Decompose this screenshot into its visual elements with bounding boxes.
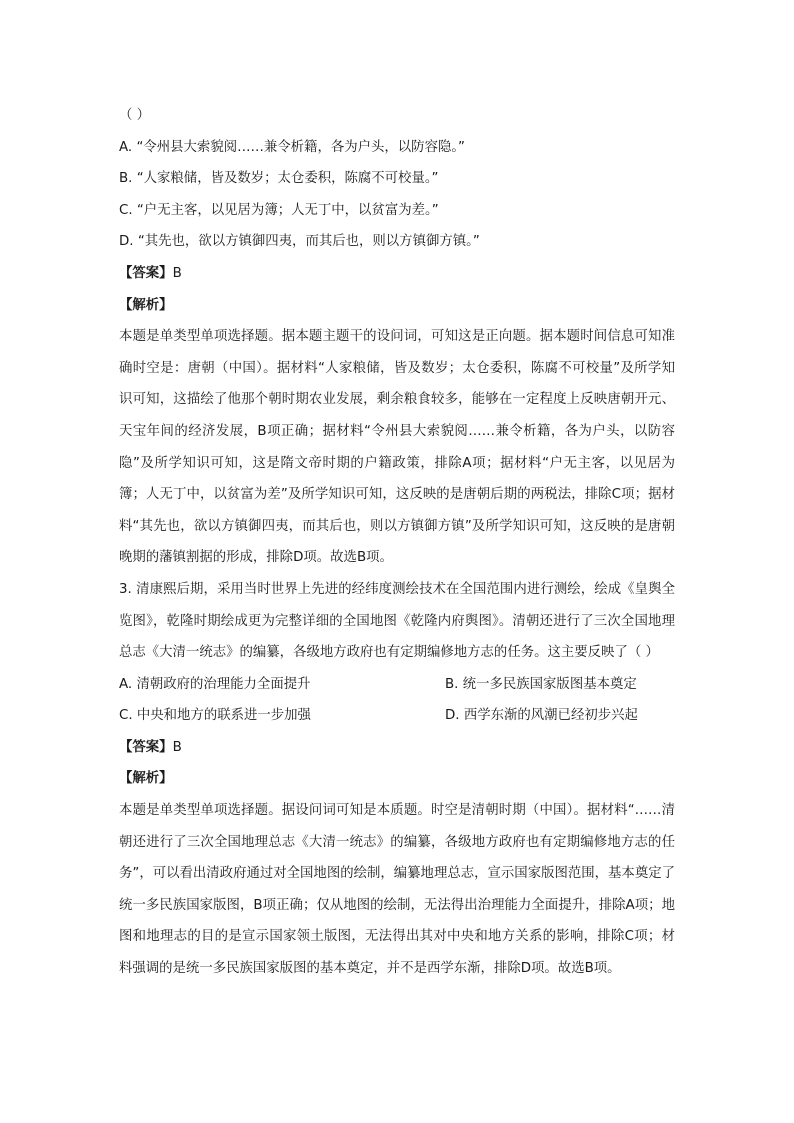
q2-analysis-text: 本题是单类型单项选择题。据本题主题干的设问词，可知这是正向题。据本题时间信息可知准确时空是：唐朝（中国）。据材料“人家粮储，皆及数岁；太仓委积，陈腐不可校量”及所学知识可知，这描绘了他那个朝时期农业发展，剩余粮食较多，能够在一定程度上反映唐朝开元、天宝年间的经济发展，B项正确；据材料“令州县大索貌阅……兼令析籍，各为户头，以防容隐”及所学知识可知，这是隋文帝时期的户籍政策，排除A项；据材料“户无主客，以见居为簿；人无丁中，以贫富为差”及所学知识可知，这反映的是唐朝后期的两税法，排除C项；据材料“其先也，欲以方镇御四夷，而其后也，则以方镇御方镇”及所学知识可知，这反映的是唐朝晚期的藩镇割据的形成，排除D项。故选B项。 <box>119 329 675 566</box>
q3-analysis-text: 本题是单类型单项选择题。据设问词可知是本质题。时空是清朝时期（中国）。据材料“……清朝还进行了三次全国地理总志《大清一统志》的编纂，各级地方政府也有定期编修地方志的任务”，可以看出清政府通过对全国地图的绘制，编纂地理总志，宣示国家版图范围，基本奠定了统一多民族国家版图，B项正确；仅从地图的绘制，无法得出治理能力全面提升，排除A项；地图和地理志的目的是宣示国家领土版图，无法得出其对中央和地方关系的影响，排除C项；材料强调的是统一多民族国家版图的基本奠定，并不是西学东渐，排除D项。故选B项。 <box>119 803 675 977</box>
answer-value: B <box>172 265 182 281</box>
q2-answer <box>119 258 675 290</box>
q2-option-b: B. “人家粮储，皆及数岁；太仓委积，陈腐不可校量。” <box>119 171 439 187</box>
q3-option-b: B. 统一多民族国家版图基本奠定 <box>445 676 637 692</box>
q3-options-row-2 <box>119 700 675 732</box>
q3-analysis-tag: 【解析】 <box>119 771 173 787</box>
q2-option-a: A. “令州县大索貌阅……兼令析籍，各为户头，以防容隐。” <box>119 139 465 155</box>
q3-option-a: A. 清朝政府的治理能力全面提升 <box>119 676 311 692</box>
answer-tag: 【答案】 <box>119 265 173 281</box>
q2-analysis-tag: 【解析】 <box>119 297 173 313</box>
q3-answer <box>119 732 675 764</box>
answer-tag: 【答案】 <box>119 739 173 755</box>
q2-answer-paren: （ ） <box>119 108 151 123</box>
q3-option-d: D. 西学东渐的风潮已经初步兴起 <box>445 708 638 724</box>
page-content <box>119 100 675 985</box>
answer-value: B <box>172 739 182 755</box>
q3-option-c: C. 中央和地方的联系进一步加强 <box>119 708 311 724</box>
q3-stem: 3. 清康熙后期，采用当时世界上先进的经纬度测绘技术在全国范围内进行测绘，绘成《皇舆全览图》，乾隆时期绘成更为完整详细的全国地图《乾隆内府舆图》。清朝还进行了三次全国地理总志《大清一统志》的编纂，各级地方政府也有定期编修地方志的任务。这主要反映了（ ） <box>119 581 675 661</box>
q2-option-d: D. “其先也，欲以方镇御四夷，而其后也，则以方镇御方镇。” <box>119 234 480 250</box>
q2-option-c: C. “户无主客，以见居为簿；人无丁中，以贫富为差。” <box>119 202 439 218</box>
q3-options-row-1 <box>119 669 675 701</box>
